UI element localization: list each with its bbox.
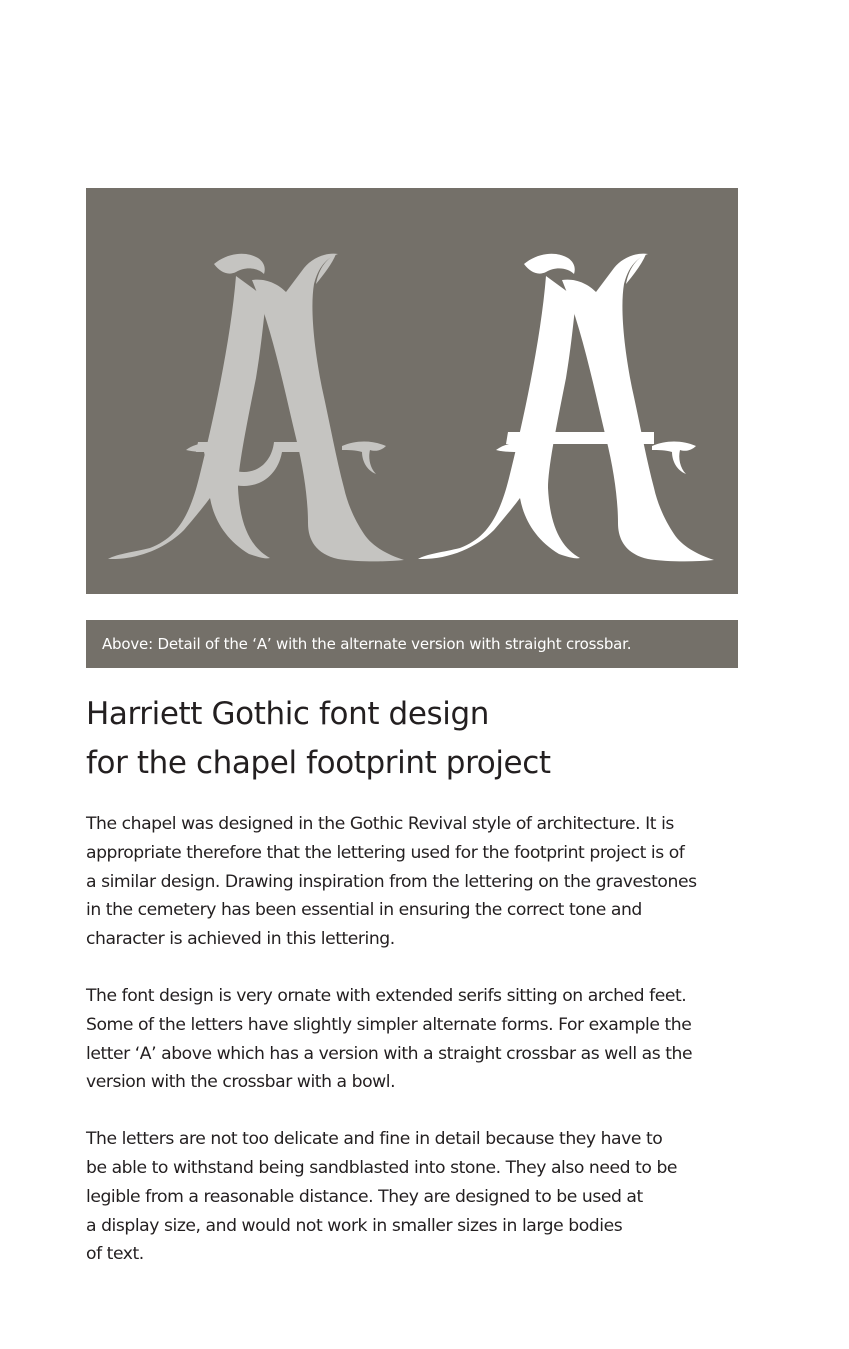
text-line: a display size, and would not work in smaller sizes in large bodies: [86, 1215, 623, 1236]
text-line: of text.: [86, 1244, 144, 1265]
text-line: The font design is very ornate with extended serifs sitting on arched feet.: [86, 985, 687, 1006]
paragraph-2: [86, 982, 776, 1097]
page-title-line: for the chapel footprint project: [86, 745, 551, 781]
caption-bar: [86, 620, 738, 668]
text-line: The letters are not too delicate and fine in detail because they have to: [86, 1129, 663, 1150]
letter-a-illustration: [86, 188, 738, 594]
text-line: character is achieved in this lettering.: [86, 929, 395, 950]
text-line: letter ‘A’ above which has a version with a straight crossbar as well as the: [86, 1043, 693, 1064]
letter-a-figure: [86, 188, 738, 594]
figure-caption: Above: Detail of the ‘A’ with the alternate version with straight crossbar.: [102, 635, 632, 653]
letter-a-straight-crossbar-icon: [418, 254, 714, 562]
page-title: [86, 690, 786, 788]
page-title-line: Harriett Gothic font design: [86, 696, 489, 732]
paragraph-1: [86, 810, 776, 954]
text-line: version with the crossbar with a bowl.: [86, 1072, 396, 1093]
body-text: [86, 810, 776, 1297]
paragraph-3: [86, 1125, 776, 1269]
letter-a-bowl-crossbar-icon: [108, 254, 404, 562]
text-line: legible from a reasonable distance. They are designed to be used at: [86, 1186, 643, 1207]
text-line: in the cemetery has been essential in ensuring the correct tone and: [86, 900, 642, 921]
text-line: Some of the letters have slightly simpler alternate forms. For example the: [86, 1014, 692, 1035]
text-line: appropriate therefore that the lettering used for the footprint project is of: [86, 842, 685, 863]
text-line: be able to withstand being sandblasted into stone. They also need to be: [86, 1157, 678, 1178]
text-line: The chapel was designed in the Gothic Revival style of architecture. It is: [86, 814, 674, 834]
text-line: a similar design. Drawing inspiration from the lettering on the gravestones: [86, 871, 697, 892]
